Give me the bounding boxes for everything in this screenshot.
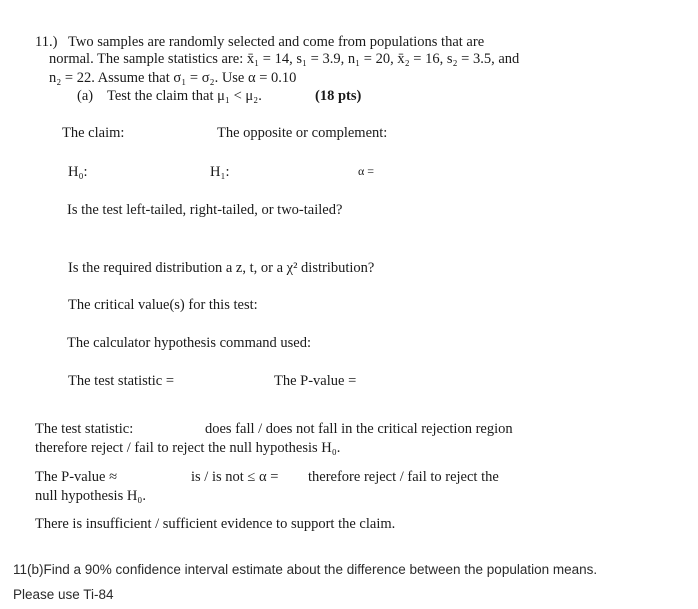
opposite-label: The opposite or complement: [217,125,388,141]
problem-number: 11.) [35,34,58,50]
part-b-question: 11(b)Find a 90% confidence interval estimate about the difference between the population means. [13,562,598,577]
s1-value: s₁ = 3.9 [296,51,341,67]
xbar2-value: x̄₂ = 16 [397,51,440,67]
conclusion-ts-choice: does fall / does not fall in the critical rejection region [205,421,513,437]
conclusion-ts-therefore: therefore reject / fail to reject the null hypothesis H₀. [35,440,341,456]
calculator-command-label: The calculator hypothesis command used: [67,335,312,351]
conclusion-p-label: The P-value ≈ [35,469,118,485]
part-b-note: Please use Ti-84 [13,587,114,602]
points-label: (18 pts) [315,88,362,104]
tail-question: Is the test left-tailed, right-tailed, or two-tailed? [67,202,343,218]
conclusion-ts-label: The test statistic: [35,421,134,437]
part-a-label: (a) [77,88,94,104]
problem-line-2: normal. The sample statistics are: x̄₁ = 14, s₁ = 3.9, n₁ = 20, x̄₂ = 16, s₂ = 3.5, and [49,51,520,67]
problem-line-1: Two samples are randomly selected and come from populations that are [68,34,485,50]
s2-value: s₂ = 3.5 [446,51,492,67]
p-value-label: The P-value = [274,373,357,389]
problem-line-3: n₂ = 22. Assume that σ₁ = σ₂. Use α = 0.10 [49,70,297,86]
conclusion-p-therefore: therefore reject / fail to reject the [308,469,499,485]
xbar1-value: x̄₁ = 14 [246,51,290,67]
h1-label: H₁: [210,164,230,180]
alpha-label: α = [358,164,375,178]
claim-label: The claim: [62,125,125,141]
test-statistic-label: The test statistic = [68,373,175,389]
conclusion-p-null: null hypothesis H₀. [35,488,146,504]
critical-value-label: The critical value(s) for this test: [68,297,258,313]
conclusion-p-compare: is / is not ≤ α = [191,469,279,485]
part-a-text: Test the claim that μ₁ < μ₂. [107,88,262,104]
n1-value: n₁ = 20 [347,51,391,67]
problem-line-2-pre: normal. The sample statistics are: [49,51,247,67]
problem-line-2-post: , and [491,51,520,67]
conclusion-evidence: There is insufficient / sufficient evidence to support the claim. [35,516,396,532]
h0-label: H₀: [68,164,88,180]
distribution-question: Is the required distribution a z, t, or a χ² distribution? [68,260,375,276]
